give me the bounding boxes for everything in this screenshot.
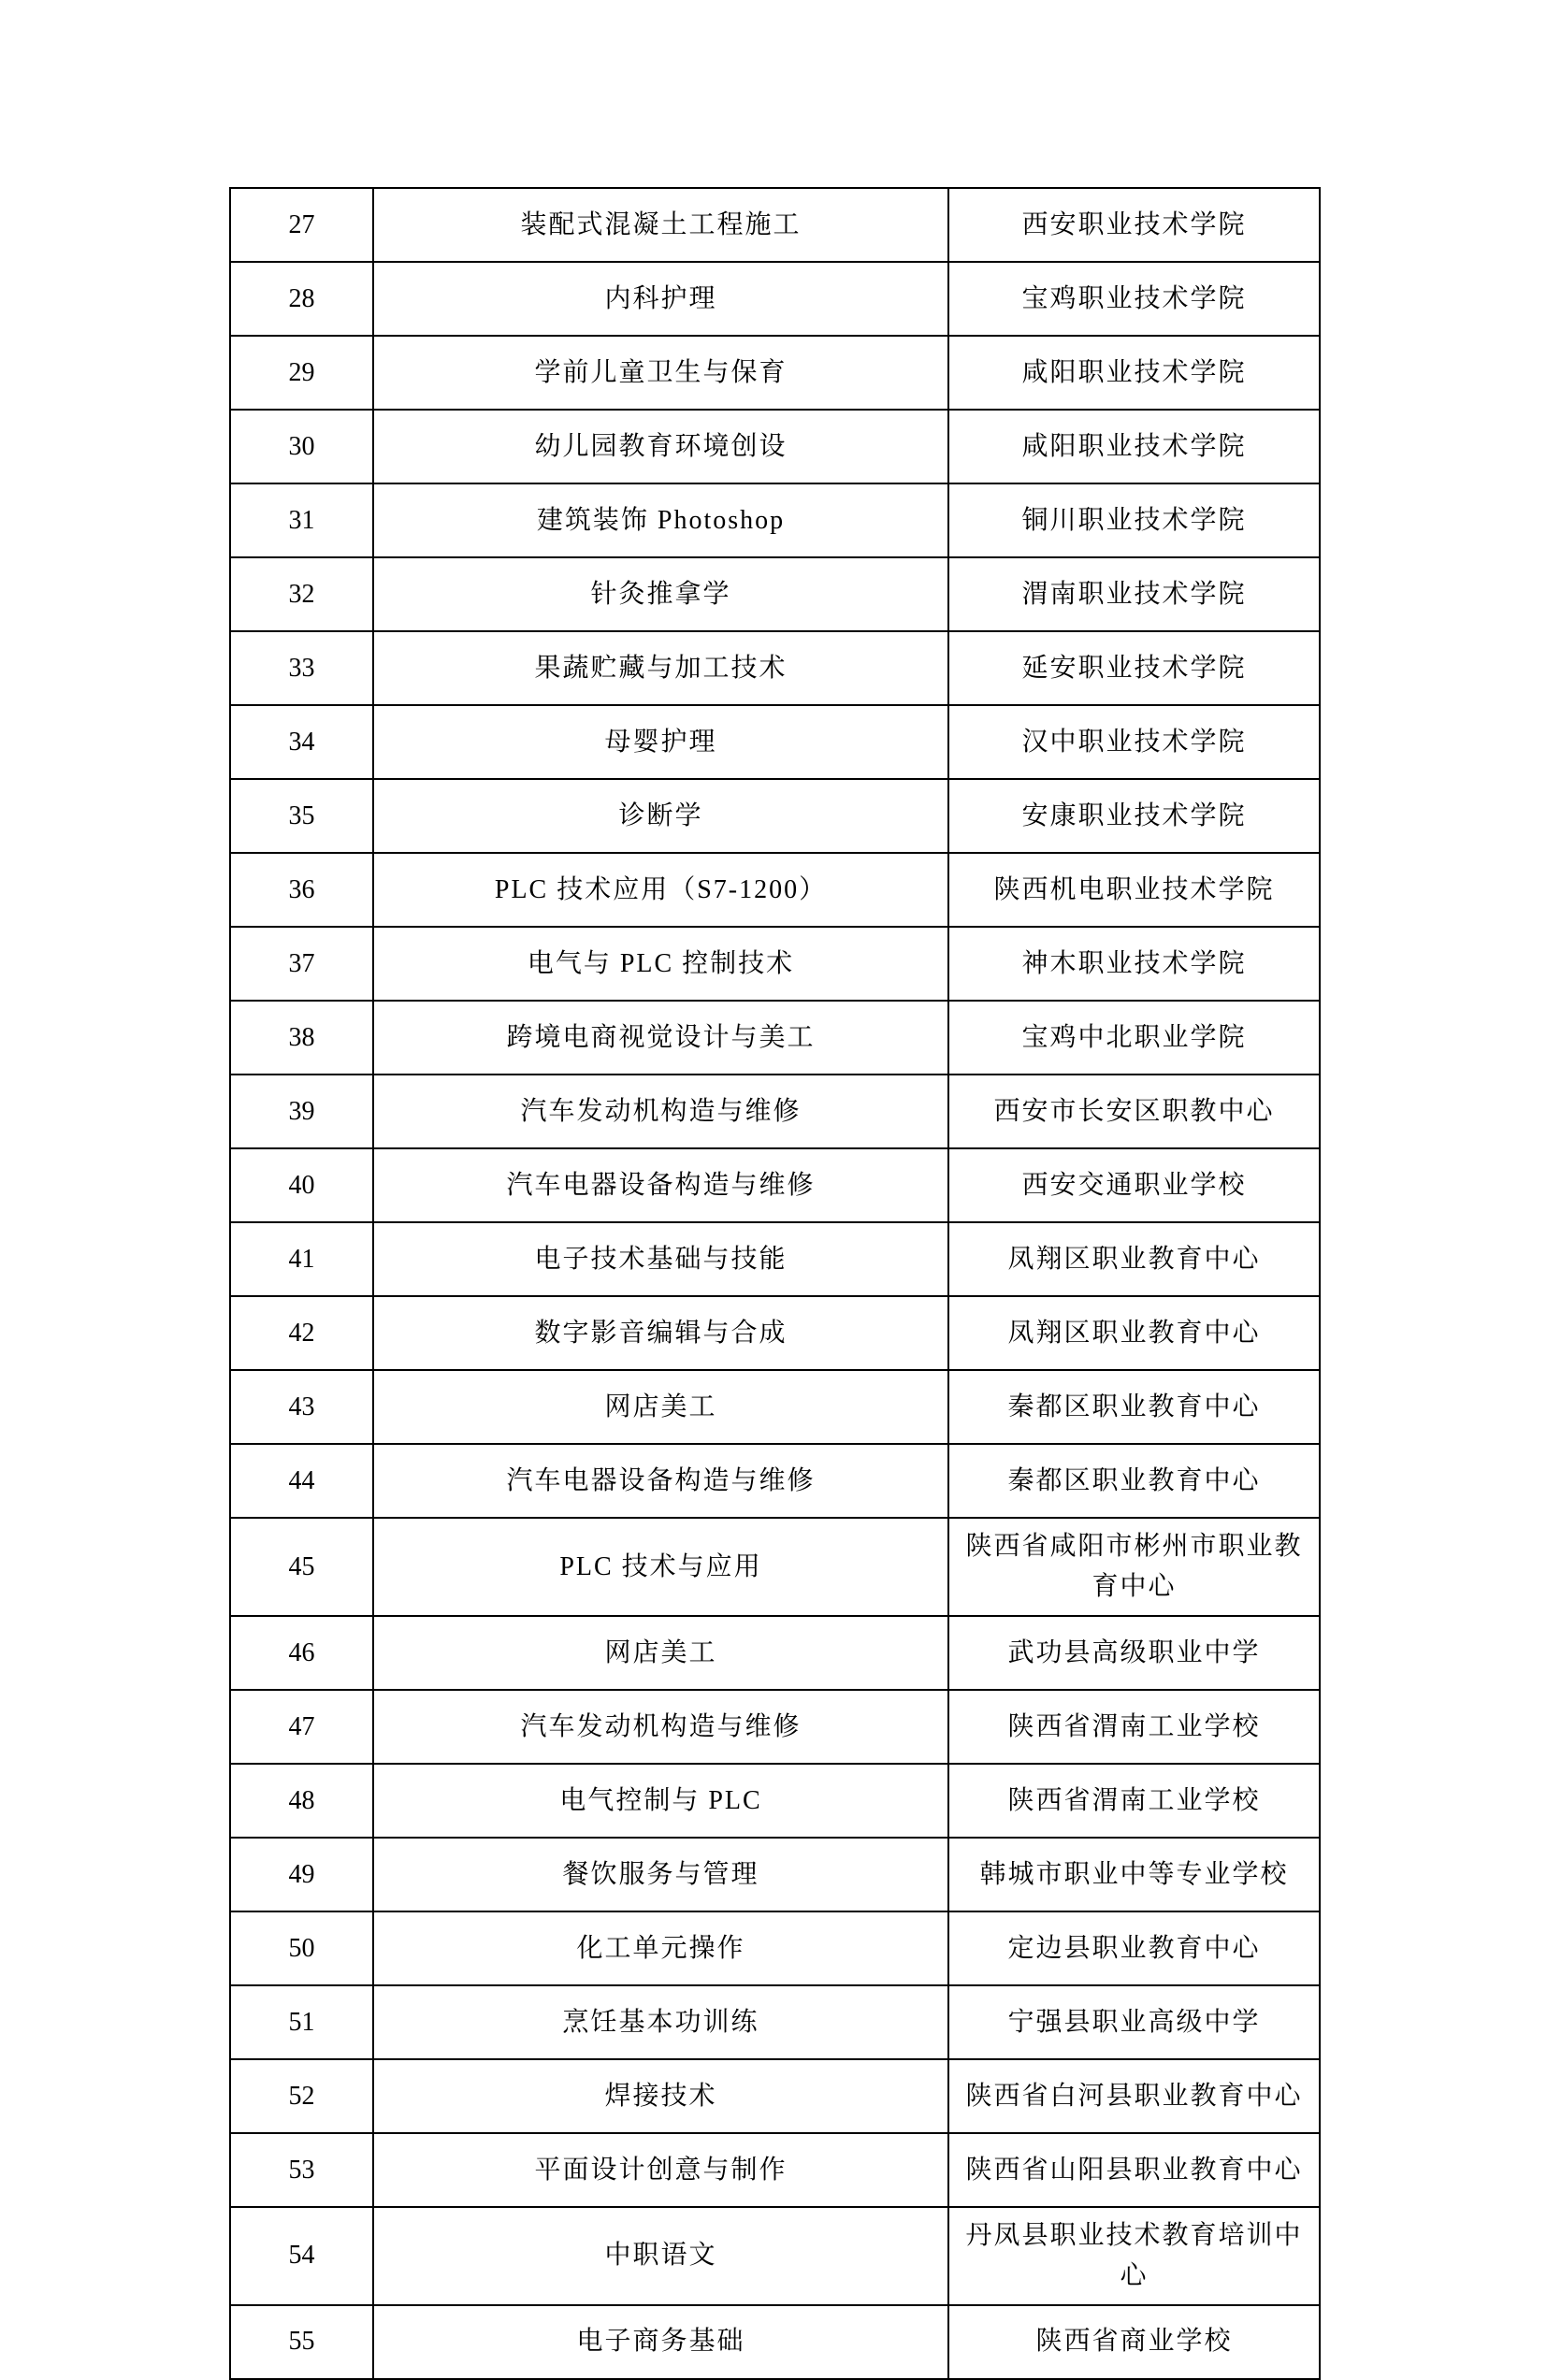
school-name-cell: 安康职业技术学院 bbox=[948, 779, 1320, 853]
row-number-cell: 27 bbox=[230, 188, 373, 262]
course-name-cell: PLC 技术应用（S7-1200） bbox=[373, 853, 948, 927]
row-number-cell: 30 bbox=[230, 410, 373, 483]
row-number-cell: 49 bbox=[230, 1838, 373, 1911]
table-row bbox=[230, 410, 1320, 483]
course-name-cell: 烹饪基本功训练 bbox=[373, 1985, 948, 2059]
school-name-cell: 神木职业技术学院 bbox=[948, 927, 1320, 1001]
table-row bbox=[230, 1764, 1320, 1838]
row-number-cell: 34 bbox=[230, 705, 373, 779]
row-number-cell: 43 bbox=[230, 1370, 373, 1444]
school-name-cell: 咸阳职业技术学院 bbox=[948, 410, 1320, 483]
course-name-cell: 学前儿童卫生与保育 bbox=[373, 336, 948, 410]
row-number-cell: 44 bbox=[230, 1444, 373, 1518]
row-number-cell: 38 bbox=[230, 1001, 373, 1075]
table-row bbox=[230, 1148, 1320, 1222]
row-number-cell: 47 bbox=[230, 1690, 373, 1764]
course-name-cell: 幼儿园教育环境创设 bbox=[373, 410, 948, 483]
row-number-cell: 39 bbox=[230, 1075, 373, 1148]
course-name-cell: 化工单元操作 bbox=[373, 1911, 948, 1985]
course-name-cell: 汽车发动机构造与维修 bbox=[373, 1075, 948, 1148]
row-number-cell: 46 bbox=[230, 1616, 373, 1690]
school-name-cell: 西安职业技术学院 bbox=[948, 188, 1320, 262]
school-name-cell: 定边县职业教育中心 bbox=[948, 1911, 1320, 1985]
row-number-cell: 37 bbox=[230, 927, 373, 1001]
table-row bbox=[230, 2133, 1320, 2207]
table-row bbox=[230, 1838, 1320, 1911]
course-name-cell: 诊断学 bbox=[373, 779, 948, 853]
course-name-cell: 母婴护理 bbox=[373, 705, 948, 779]
school-name-cell: 凤翔区职业教育中心 bbox=[948, 1222, 1320, 1296]
table-row bbox=[230, 779, 1320, 853]
row-number-cell: 29 bbox=[230, 336, 373, 410]
school-name-cell: 丹凤县职业技术教育培训中心 bbox=[948, 2207, 1320, 2305]
course-name-cell: 平面设计创意与制作 bbox=[373, 2133, 948, 2207]
course-name-cell: 电子商务基础 bbox=[373, 2305, 948, 2379]
school-name-cell: 陕西省白河县职业教育中心 bbox=[948, 2059, 1320, 2133]
course-table-body bbox=[230, 188, 1320, 2379]
school-name-cell: 陕西省渭南工业学校 bbox=[948, 1690, 1320, 1764]
table-row bbox=[230, 853, 1320, 927]
course-name-cell: 建筑装饰 Photoshop bbox=[373, 483, 948, 557]
table-row bbox=[230, 705, 1320, 779]
course-name-cell: PLC 技术与应用 bbox=[373, 1518, 948, 1616]
course-name-cell: 内科护理 bbox=[373, 262, 948, 336]
course-name-cell: 餐饮服务与管理 bbox=[373, 1838, 948, 1911]
table-row bbox=[230, 1911, 1320, 1985]
row-number-cell: 33 bbox=[230, 631, 373, 705]
row-number-cell: 40 bbox=[230, 1148, 373, 1222]
table-row bbox=[230, 1444, 1320, 1518]
row-number-cell: 42 bbox=[230, 1296, 373, 1370]
table-row bbox=[230, 336, 1320, 410]
course-name-cell: 针灸推拿学 bbox=[373, 557, 948, 631]
table-row bbox=[230, 1985, 1320, 2059]
school-name-cell: 延安职业技术学院 bbox=[948, 631, 1320, 705]
row-number-cell: 32 bbox=[230, 557, 373, 631]
school-name-cell: 武功县高级职业中学 bbox=[948, 1616, 1320, 1690]
table-row bbox=[230, 2305, 1320, 2379]
school-name-cell: 秦都区职业教育中心 bbox=[948, 1370, 1320, 1444]
school-name-cell: 陕西省渭南工业学校 bbox=[948, 1764, 1320, 1838]
table-row bbox=[230, 557, 1320, 631]
school-name-cell: 陕西机电职业技术学院 bbox=[948, 853, 1320, 927]
school-name-cell: 陕西省山阳县职业教育中心 bbox=[948, 2133, 1320, 2207]
table-row bbox=[230, 188, 1320, 262]
row-number-cell: 45 bbox=[230, 1518, 373, 1616]
row-number-cell: 36 bbox=[230, 853, 373, 927]
row-number-cell: 50 bbox=[230, 1911, 373, 1985]
course-name-cell: 网店美工 bbox=[373, 1616, 948, 1690]
row-number-cell: 41 bbox=[230, 1222, 373, 1296]
school-name-cell: 咸阳职业技术学院 bbox=[948, 336, 1320, 410]
school-name-cell: 铜川职业技术学院 bbox=[948, 483, 1320, 557]
row-number-cell: 28 bbox=[230, 262, 373, 336]
school-name-cell: 陕西省商业学校 bbox=[948, 2305, 1320, 2379]
school-name-cell: 渭南职业技术学院 bbox=[948, 557, 1320, 631]
course-name-cell: 电气与 PLC 控制技术 bbox=[373, 927, 948, 1001]
course-name-cell: 装配式混凝土工程施工 bbox=[373, 188, 948, 262]
course-name-cell: 中职语文 bbox=[373, 2207, 948, 2305]
row-number-cell: 55 bbox=[230, 2305, 373, 2379]
table-row bbox=[230, 2207, 1320, 2305]
table-row bbox=[230, 1222, 1320, 1296]
table-row bbox=[230, 927, 1320, 1001]
course-school-table bbox=[229, 187, 1321, 2380]
school-name-cell: 宝鸡中北职业学院 bbox=[948, 1001, 1320, 1075]
row-number-cell: 48 bbox=[230, 1764, 373, 1838]
table-row bbox=[230, 1370, 1320, 1444]
course-name-cell: 果蔬贮藏与加工技术 bbox=[373, 631, 948, 705]
course-name-cell: 焊接技术 bbox=[373, 2059, 948, 2133]
school-name-cell: 陕西省咸阳市彬州市职业教育中心 bbox=[948, 1518, 1320, 1616]
school-name-cell: 西安交通职业学校 bbox=[948, 1148, 1320, 1222]
table-row bbox=[230, 1690, 1320, 1764]
course-name-cell: 汽车电器设备构造与维修 bbox=[373, 1444, 948, 1518]
table-row bbox=[230, 631, 1320, 705]
row-number-cell: 31 bbox=[230, 483, 373, 557]
table-row bbox=[230, 1616, 1320, 1690]
school-name-cell: 汉中职业技术学院 bbox=[948, 705, 1320, 779]
course-name-cell: 网店美工 bbox=[373, 1370, 948, 1444]
table-row bbox=[230, 1001, 1320, 1075]
row-number-cell: 54 bbox=[230, 2207, 373, 2305]
row-number-cell: 35 bbox=[230, 779, 373, 853]
table-row bbox=[230, 262, 1320, 336]
school-name-cell: 宁强县职业高级中学 bbox=[948, 1985, 1320, 2059]
table-row bbox=[230, 1518, 1320, 1616]
table-row bbox=[230, 483, 1320, 557]
school-name-cell: 宝鸡职业技术学院 bbox=[948, 262, 1320, 336]
table-row bbox=[230, 1296, 1320, 1370]
school-name-cell: 西安市长安区职教中心 bbox=[948, 1075, 1320, 1148]
course-name-cell: 跨境电商视觉设计与美工 bbox=[373, 1001, 948, 1075]
table-row bbox=[230, 1075, 1320, 1148]
row-number-cell: 53 bbox=[230, 2133, 373, 2207]
table-row bbox=[230, 2059, 1320, 2133]
row-number-cell: 52 bbox=[230, 2059, 373, 2133]
course-name-cell: 汽车发动机构造与维修 bbox=[373, 1690, 948, 1764]
course-name-cell: 电气控制与 PLC bbox=[373, 1764, 948, 1838]
school-name-cell: 韩城市职业中等专业学校 bbox=[948, 1838, 1320, 1911]
course-name-cell: 电子技术基础与技能 bbox=[373, 1222, 948, 1296]
row-number-cell: 51 bbox=[230, 1985, 373, 2059]
school-name-cell: 凤翔区职业教育中心 bbox=[948, 1296, 1320, 1370]
course-name-cell: 汽车电器设备构造与维修 bbox=[373, 1148, 948, 1222]
course-name-cell: 数字影音编辑与合成 bbox=[373, 1296, 948, 1370]
school-name-cell: 秦都区职业教育中心 bbox=[948, 1444, 1320, 1518]
